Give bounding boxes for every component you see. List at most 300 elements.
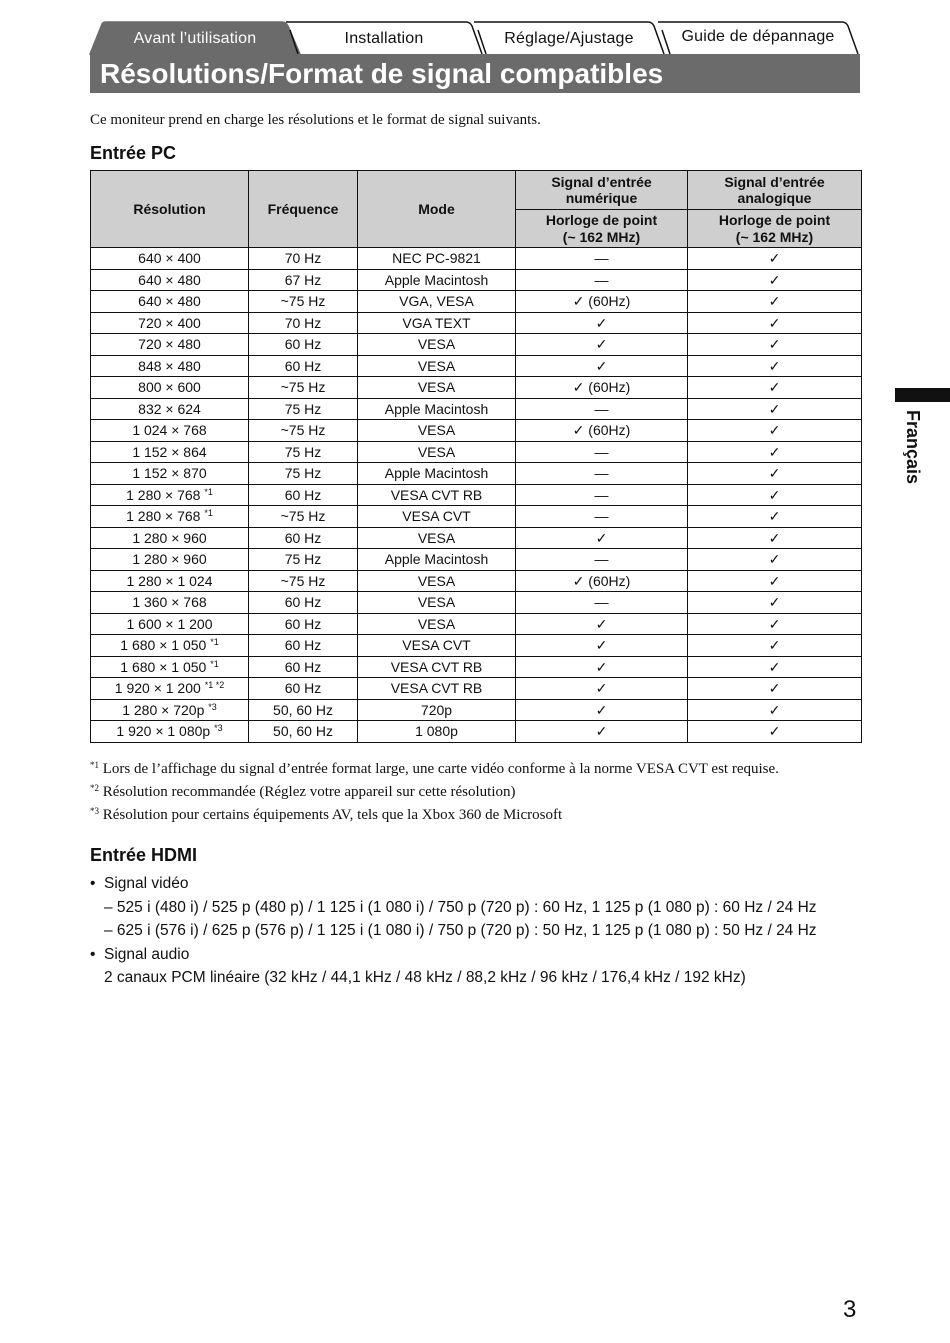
header-digital: Signal d’entrée numérique <box>516 171 688 210</box>
cell-digital-text: ✓ <box>595 658 608 675</box>
cell-analog-text: ✓ <box>768 637 781 654</box>
table-row <box>91 678 862 700</box>
cell-digital-text: ✓ <box>595 701 608 718</box>
cell-mode <box>358 484 516 506</box>
footnote-ref: *1 <box>204 486 213 497</box>
cell-frequency-text: 60 Hz <box>284 594 322 611</box>
footnotes <box>90 756 779 825</box>
cell-analog-text: ✓ <box>768 723 781 740</box>
cell-frequency <box>249 312 358 334</box>
cell-frequency <box>249 678 358 700</box>
cell-frequency-text: 60 Hz <box>284 637 322 654</box>
cell-analog <box>688 721 862 743</box>
cell-mode-text: VESA <box>417 529 456 546</box>
cell-resolution <box>91 506 249 528</box>
cell-mode <box>358 441 516 463</box>
footnote-ref: *1 *2 <box>204 680 225 691</box>
tab-label: Installation <box>344 30 424 47</box>
cell-resolution <box>91 269 249 291</box>
cell-mode-text: VESA CVT RB <box>390 486 483 503</box>
table-row <box>91 527 862 549</box>
cell-mode <box>358 656 516 678</box>
table-row <box>91 248 862 270</box>
cell-resolution-text: 848 × 480 <box>138 357 201 374</box>
cell-digital <box>516 312 688 334</box>
cell-frequency-text: 60 Hz <box>284 336 322 353</box>
language-marker-bar <box>895 388 950 402</box>
cell-resolution <box>91 398 249 420</box>
cell-mode <box>358 248 516 270</box>
cell-analog-text: ✓ <box>768 572 781 589</box>
footnote-ref: *3 <box>208 701 217 712</box>
cell-resolution <box>91 635 249 657</box>
cell-frequency-text: 50, 60 Hz <box>273 701 333 718</box>
cell-analog-text: ✓ <box>768 701 781 718</box>
cell-analog-text: ✓ <box>768 271 781 288</box>
cell-frequency-text: 75 Hz <box>284 400 322 417</box>
cell-mode-text: VGA, VESA <box>399 293 474 310</box>
cell-analog <box>688 549 862 571</box>
cell-digital <box>516 484 688 506</box>
footnote-ref: *1 <box>210 658 219 669</box>
cell-mode-text: VESA <box>417 594 456 611</box>
cell-analog-text: ✓ <box>768 529 781 546</box>
cell-analog <box>688 484 862 506</box>
cell-digital-text: — <box>594 250 609 267</box>
footnote-ref: *3 <box>214 723 223 734</box>
cell-digital-text: — <box>594 486 609 503</box>
cell-resolution-text: 1 280 × 768 <box>126 486 201 503</box>
intro-text: Ce moniteur prend en charge les résolutions et le format de signal suivants. <box>90 112 541 128</box>
cell-digital-text: ✓ <box>595 336 608 353</box>
cell-digital <box>516 656 688 678</box>
cell-resolution <box>91 570 249 592</box>
cell-resolution-text: 1 680 × 1 050 <box>120 637 207 654</box>
table-row <box>91 441 862 463</box>
table-row <box>91 656 862 678</box>
cell-frequency-text: 70 Hz <box>284 314 322 331</box>
cell-digital-text: — <box>594 594 609 611</box>
cell-mode-text: VGA TEXT <box>402 314 471 331</box>
cell-analog <box>688 269 862 291</box>
table-row <box>91 420 862 442</box>
cell-frequency-text: 75 Hz <box>284 551 322 568</box>
footnote-ref: *1 <box>204 508 213 519</box>
cell-resolution-text: 640 × 480 <box>138 271 201 288</box>
cell-mode-text: VESA <box>417 572 456 589</box>
cell-resolution-text: 1 920 × 1 080p <box>116 723 211 740</box>
page-number: 3 <box>843 1296 857 1323</box>
cell-mode-text: Apple Macintosh <box>384 551 489 568</box>
cell-resolution <box>91 613 249 635</box>
cell-digital-text: ✓ (60Hz) <box>572 293 631 310</box>
cell-mode-text: VESA <box>417 615 456 632</box>
hdmi-section-title: Entrée HDMI <box>90 845 198 865</box>
cell-analog-text: ✓ <box>768 379 781 396</box>
cell-frequency <box>249 549 358 571</box>
cell-analog <box>688 463 862 485</box>
cell-resolution-text: 1 280 × 960 <box>132 529 207 546</box>
cell-frequency <box>249 506 358 528</box>
tab-reglage-ajustage[interactable] <box>474 22 664 54</box>
table-row <box>91 699 862 721</box>
cell-digital <box>516 269 688 291</box>
cell-resolution-text: 640 × 400 <box>138 250 201 267</box>
cell-resolution-text: 1 680 × 1 050 <box>120 658 207 675</box>
cell-mode <box>358 570 516 592</box>
cell-resolution-text: 1 152 × 870 <box>132 465 207 482</box>
table-row <box>91 549 862 571</box>
cell-resolution <box>91 549 249 571</box>
cell-resolution-text: 1 600 × 1 200 <box>126 615 213 632</box>
tab-installation[interactable] <box>286 22 482 54</box>
cell-analog <box>688 656 862 678</box>
table-row <box>91 355 862 377</box>
table-row <box>91 635 862 657</box>
cell-digital-text: — <box>594 508 609 525</box>
footnote-text: Lors de l’affichage du signal d’entrée format large, une carte vidéo conforme à la norme VESA CVT est requise. <box>102 761 779 777</box>
table-row <box>91 721 862 743</box>
cell-analog <box>688 506 862 528</box>
footnote-mark: *3 <box>90 806 99 816</box>
cell-analog-text: ✓ <box>768 594 781 611</box>
cell-analog-text: ✓ <box>768 400 781 417</box>
cell-analog-text: ✓ <box>768 357 781 374</box>
cell-digital <box>516 592 688 614</box>
cell-frequency <box>249 699 358 721</box>
footnote-1 <box>90 756 779 779</box>
tab-label: Avant l’utilisation <box>133 30 257 47</box>
cell-digital-text: ✓ <box>595 357 608 374</box>
cell-digital <box>516 635 688 657</box>
cell-digital-text: ✓ (60Hz) <box>572 572 631 589</box>
cell-resolution <box>91 355 249 377</box>
header-analog-clock: Horloge de point (~ 162 MHz) <box>688 210 862 248</box>
cell-mode <box>358 420 516 442</box>
cell-mode-text: VESA <box>417 443 456 460</box>
cell-frequency <box>249 355 358 377</box>
cell-resolution <box>91 420 249 442</box>
cell-digital-text: — <box>594 465 609 482</box>
cell-frequency <box>249 656 358 678</box>
cell-mode <box>358 398 516 420</box>
cell-resolution <box>91 312 249 334</box>
cell-digital <box>516 334 688 356</box>
cell-digital <box>516 377 688 399</box>
cell-digital-text: ✓ <box>595 314 608 331</box>
cell-mode-text: Apple Macintosh <box>384 465 489 482</box>
cell-mode <box>358 269 516 291</box>
cell-frequency-text: 70 Hz <box>284 250 322 267</box>
table-row <box>91 398 862 420</box>
cell-resolution-text: 720 × 480 <box>138 336 201 353</box>
cell-analog <box>688 592 862 614</box>
cell-mode <box>358 355 516 377</box>
table-row <box>91 377 862 399</box>
cell-mode <box>358 334 516 356</box>
cell-digital-text: — <box>594 551 609 568</box>
cell-mode <box>358 613 516 635</box>
footnote-text: Résolution pour certains équipements AV, tels que la Xbox 360 de Microsoft <box>102 807 563 823</box>
cell-analog-text: ✓ <box>768 551 781 568</box>
cell-resolution <box>91 527 249 549</box>
cell-resolution <box>91 699 249 721</box>
cell-analog-text: ✓ <box>768 465 781 482</box>
cell-frequency <box>249 463 358 485</box>
cell-analog <box>688 312 862 334</box>
cell-digital <box>516 398 688 420</box>
section-tabs <box>90 22 860 54</box>
cell-digital <box>516 248 688 270</box>
cell-digital-text: ✓ <box>595 637 608 654</box>
cell-frequency-text: 60 Hz <box>284 658 322 675</box>
cell-resolution-text: 1 280 × 720p <box>122 701 205 718</box>
cell-frequency-text: ~75 Hz <box>280 379 326 396</box>
cell-frequency <box>249 377 358 399</box>
cell-analog-text: ✓ <box>768 658 781 675</box>
cell-mode-text: Apple Macintosh <box>384 271 489 288</box>
table-row <box>91 570 862 592</box>
cell-digital-text: ✓ <box>595 529 608 546</box>
cell-frequency-text: 60 Hz <box>284 529 322 546</box>
cell-frequency <box>249 398 358 420</box>
cell-resolution <box>91 334 249 356</box>
cell-digital <box>516 291 688 313</box>
cell-analog <box>688 248 862 270</box>
cell-mode <box>358 463 516 485</box>
tab-label: Réglage/Ajustage <box>504 30 634 47</box>
cell-analog-text: ✓ <box>768 508 781 525</box>
table-row <box>91 484 862 506</box>
cell-resolution-text: 720 × 400 <box>138 314 201 331</box>
audio-signal-label: • Signal audio <box>90 943 817 967</box>
cell-frequency <box>249 441 358 463</box>
cell-mode <box>358 291 516 313</box>
cell-digital-text: — <box>594 443 609 460</box>
table-row <box>91 334 862 356</box>
cell-resolution <box>91 377 249 399</box>
cell-mode <box>358 506 516 528</box>
footnote-3 <box>90 802 779 825</box>
cell-frequency-text: 60 Hz <box>284 486 322 503</box>
table-row <box>91 613 862 635</box>
cell-resolution <box>91 248 249 270</box>
cell-frequency <box>249 291 358 313</box>
cell-resolution-text: 1 360 × 768 <box>132 594 207 611</box>
cell-resolution <box>91 463 249 485</box>
cell-digital <box>516 506 688 528</box>
cell-analog <box>688 377 862 399</box>
cell-frequency-text: ~75 Hz <box>280 508 326 525</box>
cell-resolution-text: 1 024 × 768 <box>132 422 207 439</box>
cell-frequency <box>249 527 358 549</box>
cell-analog-text: ✓ <box>768 293 781 310</box>
cell-frequency-text: 60 Hz <box>284 357 322 374</box>
cell-mode-text: VESA CVT RB <box>390 658 483 675</box>
cell-analog <box>688 699 862 721</box>
table-body <box>91 248 862 743</box>
cell-frequency-text: 60 Hz <box>284 680 322 697</box>
cell-mode-text: VESA CVT RB <box>390 680 483 697</box>
table-row <box>91 291 862 313</box>
title-bar <box>90 54 860 93</box>
cell-mode-text: 1 080p <box>415 723 458 740</box>
table-row <box>91 269 862 291</box>
cell-resolution <box>91 592 249 614</box>
cell-resolution-text: 1 152 × 864 <box>132 443 207 460</box>
cell-analog <box>688 635 862 657</box>
footnote-text: Résolution recommandée (Réglez votre appareil sur cette résolution) <box>102 784 516 800</box>
cell-mode <box>358 635 516 657</box>
cell-digital <box>516 420 688 442</box>
cell-resolution-text: 1 280 × 960 <box>132 551 207 568</box>
cell-frequency-text: 67 Hz <box>284 271 322 288</box>
resolution-table <box>90 170 862 743</box>
cell-frequency <box>249 613 358 635</box>
cell-digital-text: ✓ (60Hz) <box>572 379 631 396</box>
cell-frequency-text: 60 Hz <box>284 615 322 632</box>
cell-resolution-text: 1 920 × 1 200 <box>114 680 201 697</box>
cell-frequency <box>249 570 358 592</box>
cell-mode-text: VESA <box>417 336 456 353</box>
cell-analog-text: ✓ <box>768 615 781 632</box>
cell-digital <box>516 441 688 463</box>
table-row <box>91 592 862 614</box>
cell-mode-text: VESA <box>417 379 456 396</box>
footnote-ref: *1 <box>210 637 219 648</box>
cell-resolution <box>91 484 249 506</box>
hdmi-details <box>90 872 817 990</box>
cell-digital-text: ✓ <box>595 615 608 632</box>
cell-frequency <box>249 721 358 743</box>
cell-frequency <box>249 484 358 506</box>
cell-digital <box>516 678 688 700</box>
cell-frequency-text: 75 Hz <box>284 465 322 482</box>
cell-digital <box>516 527 688 549</box>
cell-mode <box>358 678 516 700</box>
cell-analog-text: ✓ <box>768 336 781 353</box>
header-analog: Signal d’entrée analogique <box>688 171 862 210</box>
language-label: Français <box>903 410 923 485</box>
footnote-2 <box>90 779 779 802</box>
cell-frequency <box>249 334 358 356</box>
cell-digital <box>516 549 688 571</box>
tab-label: Guide de dépannage <box>681 28 835 45</box>
cell-resolution-text: 832 × 624 <box>138 400 201 417</box>
cell-analog <box>688 420 862 442</box>
cell-frequency <box>249 592 358 614</box>
cell-analog-text: ✓ <box>768 314 781 331</box>
cell-mode-text: VESA <box>417 422 456 439</box>
cell-mode <box>358 592 516 614</box>
video-line-2: – 625 i (576 i) / 625 p (576 p) / 1 125 i (1 080 i) / 750 p (720 p) : 50 Hz, 1 125 p (1 080 p) : 50 Hz / 24 Hz <box>104 922 817 939</box>
cell-analog-text: ✓ <box>768 486 781 503</box>
cell-digital-text: — <box>594 400 609 417</box>
tab-avant-utilisation[interactable] <box>90 22 300 54</box>
cell-frequency-text: ~75 Hz <box>280 293 326 310</box>
cell-digital <box>516 570 688 592</box>
video-signal-label: • Signal vidéo <box>90 872 817 896</box>
cell-frequency <box>249 420 358 442</box>
cell-mode-text: Apple Macintosh <box>384 400 489 417</box>
cell-analog <box>688 355 862 377</box>
cell-analog <box>688 291 862 313</box>
video-line-1: – 525 i (480 i) / 525 p (480 p) / 1 125 i (1 080 i) / 750 p (720 p) : 60 Hz, 1 125 p (1 080 p) : 60 Hz / 24 Hz <box>104 898 817 916</box>
tab-guide-depannage[interactable] <box>658 22 858 54</box>
cell-resolution <box>91 721 249 743</box>
cell-frequency <box>249 635 358 657</box>
cell-digital <box>516 613 688 635</box>
cell-mode <box>358 312 516 334</box>
cell-mode <box>358 721 516 743</box>
cell-resolution-text: 640 × 480 <box>138 293 201 310</box>
cell-resolution <box>91 678 249 700</box>
cell-analog <box>688 613 862 635</box>
cell-analog <box>688 527 862 549</box>
cell-resolution-text: 800 × 600 <box>138 379 201 396</box>
header-mode: Mode <box>358 171 516 248</box>
cell-analog <box>688 334 862 356</box>
cell-mode-text: VESA CVT <box>402 508 471 525</box>
cell-mode-text: VESA CVT <box>402 637 471 654</box>
table-row <box>91 463 862 485</box>
cell-analog <box>688 441 862 463</box>
cell-frequency-text: ~75 Hz <box>280 422 326 439</box>
cell-mode-text: VESA <box>417 357 456 374</box>
cell-mode <box>358 549 516 571</box>
cell-frequency-text: 50, 60 Hz <box>273 723 333 740</box>
cell-digital <box>516 721 688 743</box>
cell-digital <box>516 355 688 377</box>
cell-resolution <box>91 441 249 463</box>
cell-analog-text: ✓ <box>768 422 781 439</box>
audio-line: 2 canaux PCM linéaire (32 kHz / 44,1 kHz / 48 kHz / 88,2 kHz / 96 kHz / 176,4 kHz / 192 kHz) <box>104 969 746 986</box>
page-title: Résolutions/Format de signal compatibles <box>100 58 664 89</box>
cell-analog <box>688 678 862 700</box>
cell-digital-text: — <box>594 271 609 288</box>
cell-resolution <box>91 291 249 313</box>
cell-analog <box>688 398 862 420</box>
header-frequency: Fréquence <box>249 171 358 248</box>
cell-digital <box>516 463 688 485</box>
cell-digital-text: ✓ <box>595 723 608 740</box>
cell-analog-text: ✓ <box>768 443 781 460</box>
cell-mode-text: NEC PC-9821 <box>392 250 481 267</box>
cell-digital-text: ✓ (60Hz) <box>572 422 631 439</box>
table-row <box>91 312 862 334</box>
cell-mode-text: 720p <box>420 701 453 718</box>
cell-frequency-text: 75 Hz <box>284 443 322 460</box>
cell-digital-text: ✓ <box>595 680 608 697</box>
table-row <box>91 506 862 528</box>
cell-analog <box>688 570 862 592</box>
cell-resolution-text: 1 280 × 768 <box>126 508 201 525</box>
cell-mode <box>358 377 516 399</box>
footnote-mark: *2 <box>90 783 99 793</box>
cell-mode <box>358 527 516 549</box>
header-resolution: Résolution <box>91 171 249 248</box>
cell-frequency <box>249 248 358 270</box>
cell-digital <box>516 699 688 721</box>
cell-resolution <box>91 656 249 678</box>
cell-mode <box>358 699 516 721</box>
footnote-mark: *1 <box>90 760 99 770</box>
cell-frequency-text: ~75 Hz <box>280 572 326 589</box>
pc-section-title: Entrée PC <box>90 143 177 163</box>
cell-frequency <box>249 269 358 291</box>
header-digital-clock: Horloge de point (~ 162 MHz) <box>516 210 688 248</box>
cell-resolution-text: 1 280 × 1 024 <box>126 572 213 589</box>
